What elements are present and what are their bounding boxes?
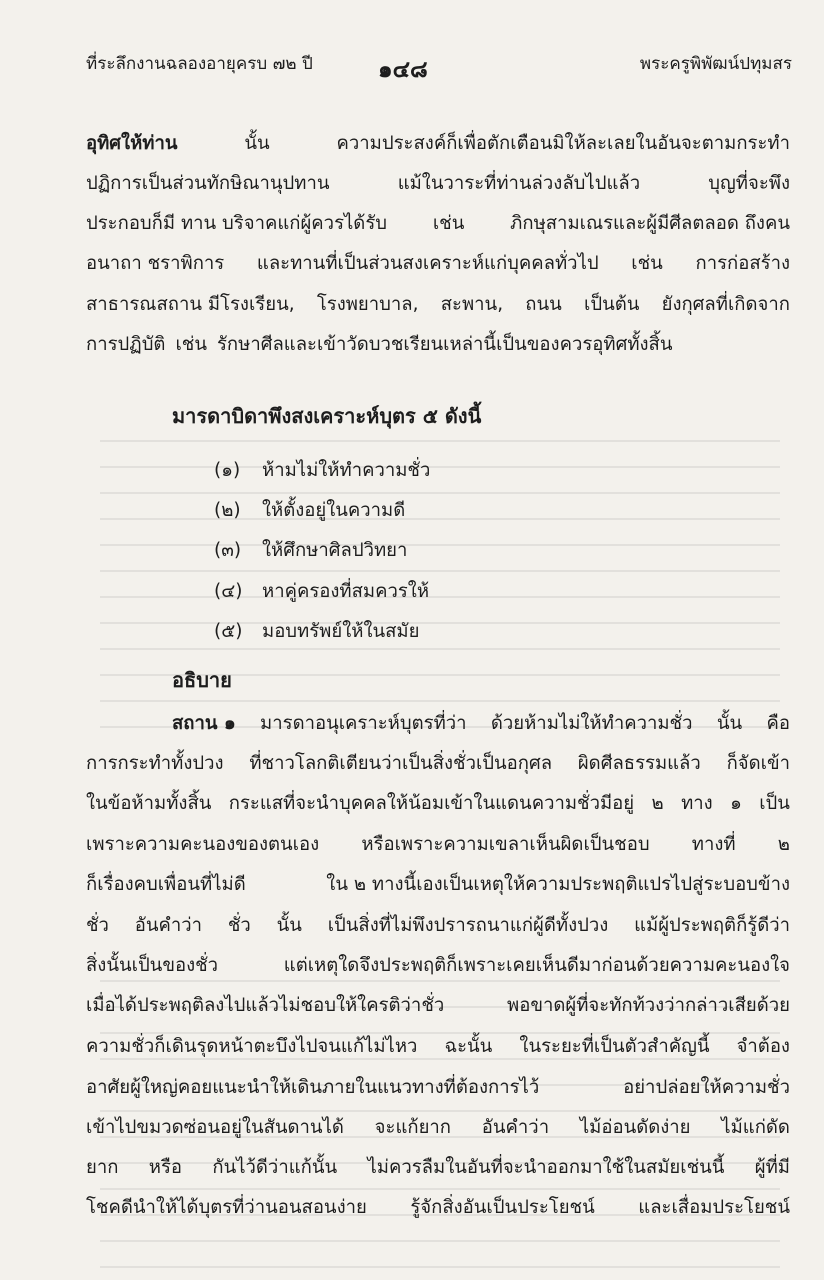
text-segment: ทางที่ <box>691 834 736 855</box>
text-segment: ยังกุศลที่เกิดจาก <box>661 294 790 315</box>
text-segment: ๑ <box>730 793 742 814</box>
bold-lead-word: สถาน ๑ <box>172 713 236 734</box>
header-left-title: ที่ระลึกงานฉลองอายุครบ ๗๒ ปี <box>86 54 313 74</box>
text-segment: ปฏิการเป็นส่วนทักษิณานุปทาน <box>86 173 330 194</box>
text-segment: ก็เรื่องคบเพื่อนที่ไม่ดี <box>86 874 246 895</box>
text-line <box>86 833 790 857</box>
duty-text: ให้ศึกษาศิลปวิทยา <box>262 540 408 561</box>
text-segment: เช่น <box>175 334 207 355</box>
text-segment: กันไว้ดีว่าแก้นั้น <box>212 1157 338 1178</box>
text-line <box>86 954 790 978</box>
duty-text: ให้ตั้งอยู่ในความดี <box>262 500 406 521</box>
text-segment: ความประสงค์ก็เพื่อตักเตือนมิให้ละเลยในอันจะตามกระทำ <box>336 133 790 154</box>
text-segment: ฉะนั้น <box>444 1036 493 1057</box>
text-segment: และทานที่เป็นส่วนสงเคราะห์แก่บุคคลทั่วไป <box>256 253 599 274</box>
explanation-heading: อธิบาย <box>172 668 232 692</box>
duties-heading: มารดาบิดาพึงสงเคราะห์บุตร ๕ ดังนี้ <box>172 404 482 428</box>
page-number: ๑๔๘ <box>378 57 428 83</box>
text-line <box>86 212 790 236</box>
text-segment: ชั่ว <box>86 915 109 936</box>
text-segment: ถนน <box>525 294 562 315</box>
text-line <box>172 712 790 736</box>
duty-number: (๓) <box>214 540 242 561</box>
text-segment: จำต้อง <box>736 1036 790 1057</box>
duty-text: หาคู่ครองที่สมควรให้ <box>262 581 430 602</box>
text-line <box>86 1196 790 1220</box>
duty-text: มอบทรัพย์ให้ในสมัย <box>262 621 420 642</box>
text-segment: กระแสที่จะนำบุคคลให้น้อมเข้าในแดนความชั่วมีอยู่ <box>228 793 635 814</box>
text-segment: แม้ในวาระที่ท่านล่วงลับไปแล้ว <box>397 173 641 194</box>
text-segment: เช่น <box>631 253 663 274</box>
text-segment: การก่อสร้าง <box>695 253 790 274</box>
text-line <box>86 1156 790 1180</box>
text-segment: อันคำว่า <box>481 1117 550 1138</box>
text-segment: หรือเพราะความเขลาเห็นผิดเป็นชอบ <box>361 834 650 855</box>
text-segment: พอขาดผู้ที่จะทักท้วงว่ากล่าวเสียด้วย <box>507 995 790 1016</box>
text-segment: เป็น <box>759 793 790 814</box>
text-segment: รู้จักสิ่งอันเป็นประโยชน์ <box>410 1197 595 1218</box>
text-segment: แต่เหตุใดจึงประพฤติก็เพราะเคยเห็นดีมาก่อนด้วยความคะนองใจ <box>283 955 790 976</box>
duty-item <box>214 456 430 485</box>
text-segment: ทาง <box>681 793 713 814</box>
duty-number: (๑) <box>214 460 241 481</box>
text-line <box>86 994 790 1018</box>
text-segment: อย่าปล่อยให้ความชั่ว <box>623 1077 790 1098</box>
text-line <box>86 873 790 897</box>
text-line <box>86 752 790 776</box>
text-segment: ผู้ที่มี <box>754 1157 790 1178</box>
text-segment: ๒ <box>651 793 664 814</box>
text-segment: การกระทำทั้งปวง <box>86 753 224 774</box>
text-segment: ในข้อห้ามทั้งสิ้น <box>86 793 212 814</box>
text-segment: ผิดศีลธรรมแล้ว <box>577 753 701 774</box>
text-segment: ความชั่วก็เดินรุดหน้าตะบึงไปจนแก้ไม่ไหว <box>86 1036 418 1057</box>
text-segment: ชั่ว <box>227 915 251 936</box>
text-segment: อาศัยผู้ใหญ่คอยแนะนำให้เดินภายในแนวทางที่ต้องการไว้ <box>86 1077 540 1098</box>
bold-lead-word: อุทิศให้ท่าน <box>86 133 178 154</box>
text-segment: ไม้อ่อนดัดง่าย <box>579 1117 691 1138</box>
text-segment: โรงพยาบาล, <box>316 294 419 315</box>
text-segment: เมื่อได้ประพฤติลงไปแล้วไม่ชอบให้ใครติว่าชั่ว <box>86 995 445 1016</box>
text-segment: ประกอบก็มี ทาน บริจาคแก่ผู้ควรได้รับ <box>86 213 388 234</box>
duty-item <box>214 536 407 565</box>
text-segment: อนาถา ชราพิการ <box>86 253 225 274</box>
text-segment: แม้ผู้ประพฤติก็รู้ดีว่า <box>634 915 790 936</box>
text-line <box>86 252 790 276</box>
header-right-title: พระครูพิพัฒน์ปทุมสร <box>639 54 792 74</box>
text-line <box>86 914 790 938</box>
duty-number: (๔) <box>214 581 243 602</box>
text-segment: รักษาศีลและเข้าวัดบวชเรียนเหล่านี้เป็นของควรอุทิศทั้งสิ้น <box>216 334 673 355</box>
text-segment: เช่น <box>432 213 465 234</box>
text-segment: ที่ชาวโลกติเตียนว่าเป็นสิ่งชั่วเป็นอกุศล <box>249 753 553 774</box>
text-segment: นั้น <box>244 133 270 154</box>
text-segment: มารดาอนุเคราะห์บุตรที่ว่า <box>260 713 467 734</box>
duty-item <box>214 577 429 606</box>
text-line <box>86 132 790 156</box>
text-segment: การปฏิบัติ <box>86 334 166 355</box>
text-segment: ๒ <box>777 834 790 855</box>
text-line <box>86 792 790 816</box>
text-line <box>86 293 790 317</box>
text-segment: เข้าไปขมวดซ่อนอยู่ในสันดานได้ <box>86 1117 344 1138</box>
text-segment: จะแก้ยาก <box>374 1117 452 1138</box>
text-segment: ด้วยห้ามไม่ให้ทำความชั่ว <box>490 713 693 734</box>
text-segment: คือ <box>766 713 790 734</box>
text-line <box>86 333 790 357</box>
text-segment: ไม้แก่ดัด <box>721 1117 790 1138</box>
text-line <box>86 1076 790 1100</box>
text-segment: บุญที่จะพึง <box>708 173 790 194</box>
text-segment: สิ่งนั้นเป็นของชั่ว <box>86 955 219 976</box>
duty-text: ห้ามไม่ให้ทำความชั่ว <box>262 460 431 481</box>
text-segment: ภิกษุสามเณรและผู้มีศีลตลอด ถึงคน <box>510 213 790 234</box>
text-segment: นั้น <box>276 915 302 936</box>
text-segment: อันคำว่า <box>134 915 203 936</box>
text-segment: โชคดีนำให้ได้บุตรที่ว่านอนสอนง่าย <box>86 1197 367 1218</box>
duty-number: (๒) <box>214 500 241 521</box>
text-segment: สะพาน, <box>440 294 504 315</box>
text-segment: เพราะความคะนองของตนเอง <box>86 834 320 855</box>
text-line <box>86 1035 790 1059</box>
text-line <box>86 172 790 196</box>
text-line <box>86 1116 790 1140</box>
duty-number: (๕) <box>214 621 243 642</box>
text-segment: ยาก <box>86 1157 119 1178</box>
text-segment: เป็นต้น <box>584 294 640 315</box>
text-segment: ก็จัดเข้า <box>726 753 790 774</box>
text-segment: ไม่ควรลืมในอันที่จะนำออกมาใช้ในสมัยเช่นนี้ <box>367 1157 725 1178</box>
text-segment: และเสื่อมประโยชน์ <box>638 1197 790 1218</box>
text-segment: หรือ <box>148 1157 183 1178</box>
duty-item <box>214 496 405 525</box>
text-segment: ใน ๒ ทางนี้เองเป็นเหตุให้ความประพฤติแปรไปสู่ระบอบข้าง <box>326 874 790 895</box>
text-segment: เป็นสิ่งที่ไม่พึงปรารถนาแก่ผู้ดีทั้งปวง <box>327 915 609 936</box>
text-segment: นั้น <box>716 713 743 734</box>
text-segment: ในระยะที่เป็นตัวสำคัญนี้ <box>519 1036 710 1057</box>
text-segment: สาธารณสถาน มีโรงเรียน, <box>86 294 295 315</box>
duty-item <box>214 617 419 646</box>
